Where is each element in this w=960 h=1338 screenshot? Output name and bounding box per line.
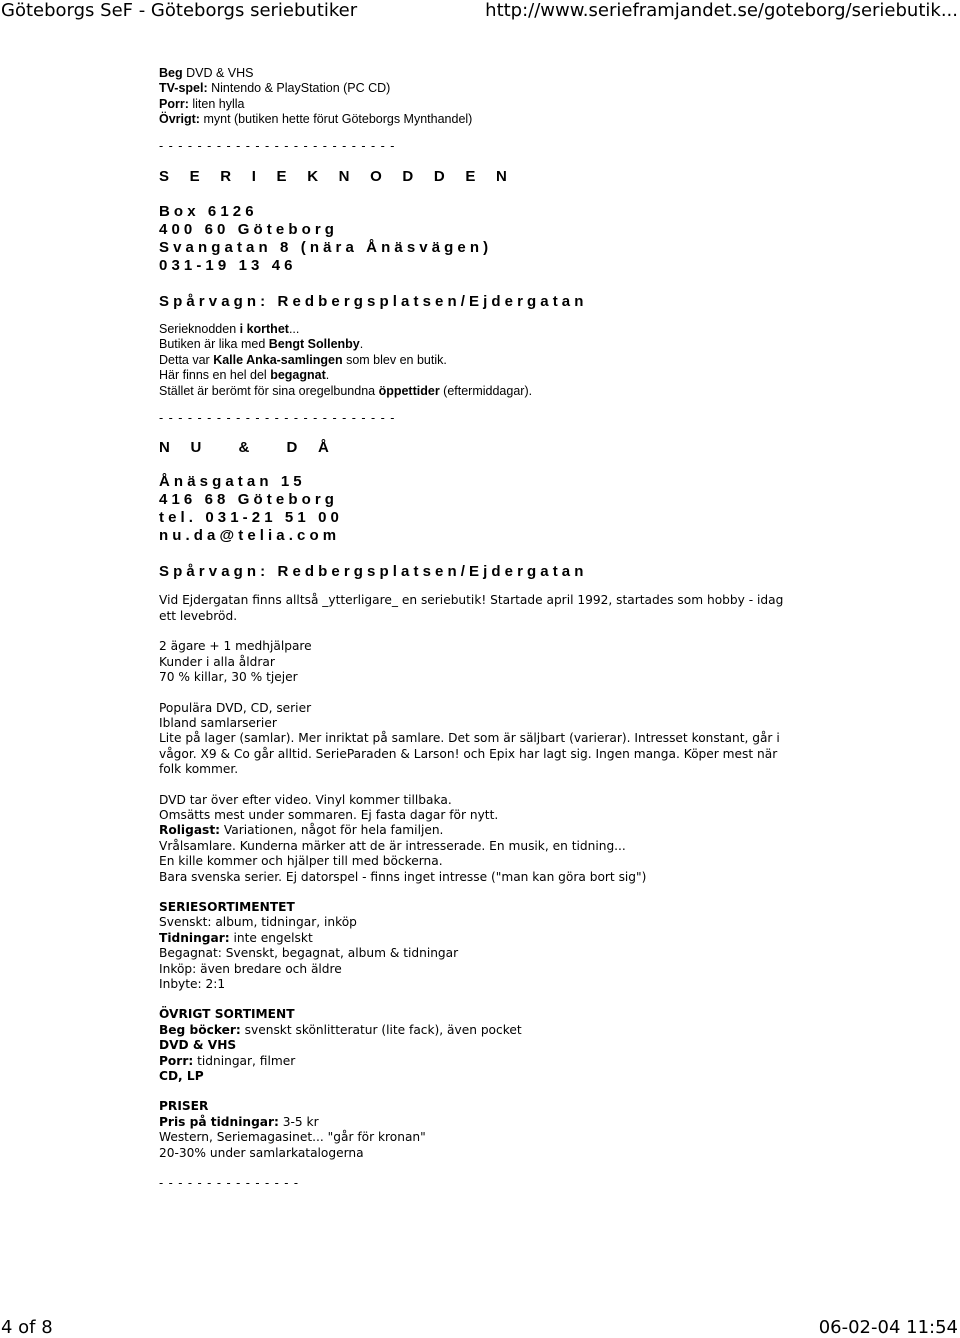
page-title: Göteborgs SeF - Göteborgs seriebutiker <box>1 0 358 21</box>
section-heading: PRISER <box>159 1099 209 1114</box>
separator: - - - - - - - - - - - - - - - - - - - - - - - - - <box>159 411 396 426</box>
address-line: Svangatan 8 (nära Ånäsvägen) <box>159 239 493 257</box>
phone-number: tel. 031-21 51 00 <box>159 509 343 527</box>
page-header <box>0 0 960 22</box>
store-name-serieknodden: S E R I E K N O D D E N <box>159 168 511 186</box>
separator: - - - - - - - - - - - - - - - <box>159 1176 300 1191</box>
email-address[interactable]: nu.da@telia.com <box>159 527 341 545</box>
separator: - - - - - - - - - - - - - - - - - - - - - - - - - <box>159 138 396 153</box>
store-description: Serieknodden i korthet... Butiken är lika med Bengt Sollenby. Detta var Kalle Anka-samlingen som blev en butik. Här finns en hel del begagnat. Stället är berömt för sina oregelbundna öppettider (eftermiddagar). <box>159 322 533 398</box>
tram-info: Spårvagn: Redbergsplatsen/Ejdergatan <box>159 563 588 581</box>
store-name-nuda: N U & D Å <box>159 439 333 457</box>
section-heading: SERIESORTIMENTET <box>159 899 295 914</box>
address-line: Box 6126 <box>159 203 258 221</box>
address-line: 400 60 Göteborg <box>159 221 339 239</box>
page-url[interactable]: http://www.serieframjandet.se/goteborg/seriebutik... <box>485 0 958 21</box>
section-heading: ÖVRIGT SORTIMENT <box>159 1007 295 1022</box>
store-notes: Vid Ejdergatan finns alltså _ytterligare_ en seriebutik! Startade april 1992, startades som hobby - idag ett levebröd. 2 ägare + 1 medhjälpare Kunder i alla åldrar 70 % killar, 30 % tjejer Populära DVD, CD, serier Ibland samlarserier Lite på lager (samlar). Mer inriktat på samlare. Det som är säljbart (varierar). Intresset konstant, går i vågor. X9 & Co går alltid. SerieParaden & Larson! och Epix har lagt sig. Ingen manga. Köper mest när folk kommer. DVD tar över efter video. Vinyl kommer tillbaka. Omsätts mest under sommaren. Ej fasta dagar för nytt. Roligast: Variationen, något för hela familjen. Vrålsamlare. Kunderna märker att de är intresserade. En musik, en tidning... En kille kommer och hjälper till med böckerna. Bara svenska serier. Ej datorspel - finns inget intresse ("man kan göra bort sig") SERIESORTIMENTET Svenskt: album, tidningar, inköp Tidningar: inte engelskt Begagnat: Svenskt, begagnat, album & tidningar Inköp: även bredare och äldre Inbyte: 2:1 ÖVRIGT SORTIMENT Beg böcker: svenskt skönlitteratur (lite fack), även pocket DVD & VHS Porr: tidningar, filmer CD, LP PRISER Pris på tidningar: 3-5 kr Western, Seriemagasinet... "går för kronan" 20-30% under samlarkatalogerna <box>159 593 784 1160</box>
page-number: 4 of 8 <box>1 1317 53 1338</box>
address-line: Ånäsgatan 15 <box>159 473 306 491</box>
address-line: 416 68 Göteborg <box>159 491 339 509</box>
tram-info: Spårvagn: Redbergsplatsen/Ejdergatan <box>159 293 588 311</box>
print-datetime: 06-02-04 11:54 <box>818 1317 958 1338</box>
previous-store-tail: Beg DVD & VHS TV-spel: Nintendo & PlayStation (PC CD) Porr: liten hylla Övrigt: mynt (butiken hette förut Göteborgs Mynthandel) <box>159 66 473 127</box>
main-content <box>159 66 789 1191</box>
phone-number: 031-19 13 46 <box>159 257 297 275</box>
page-footer <box>0 1318 960 1338</box>
